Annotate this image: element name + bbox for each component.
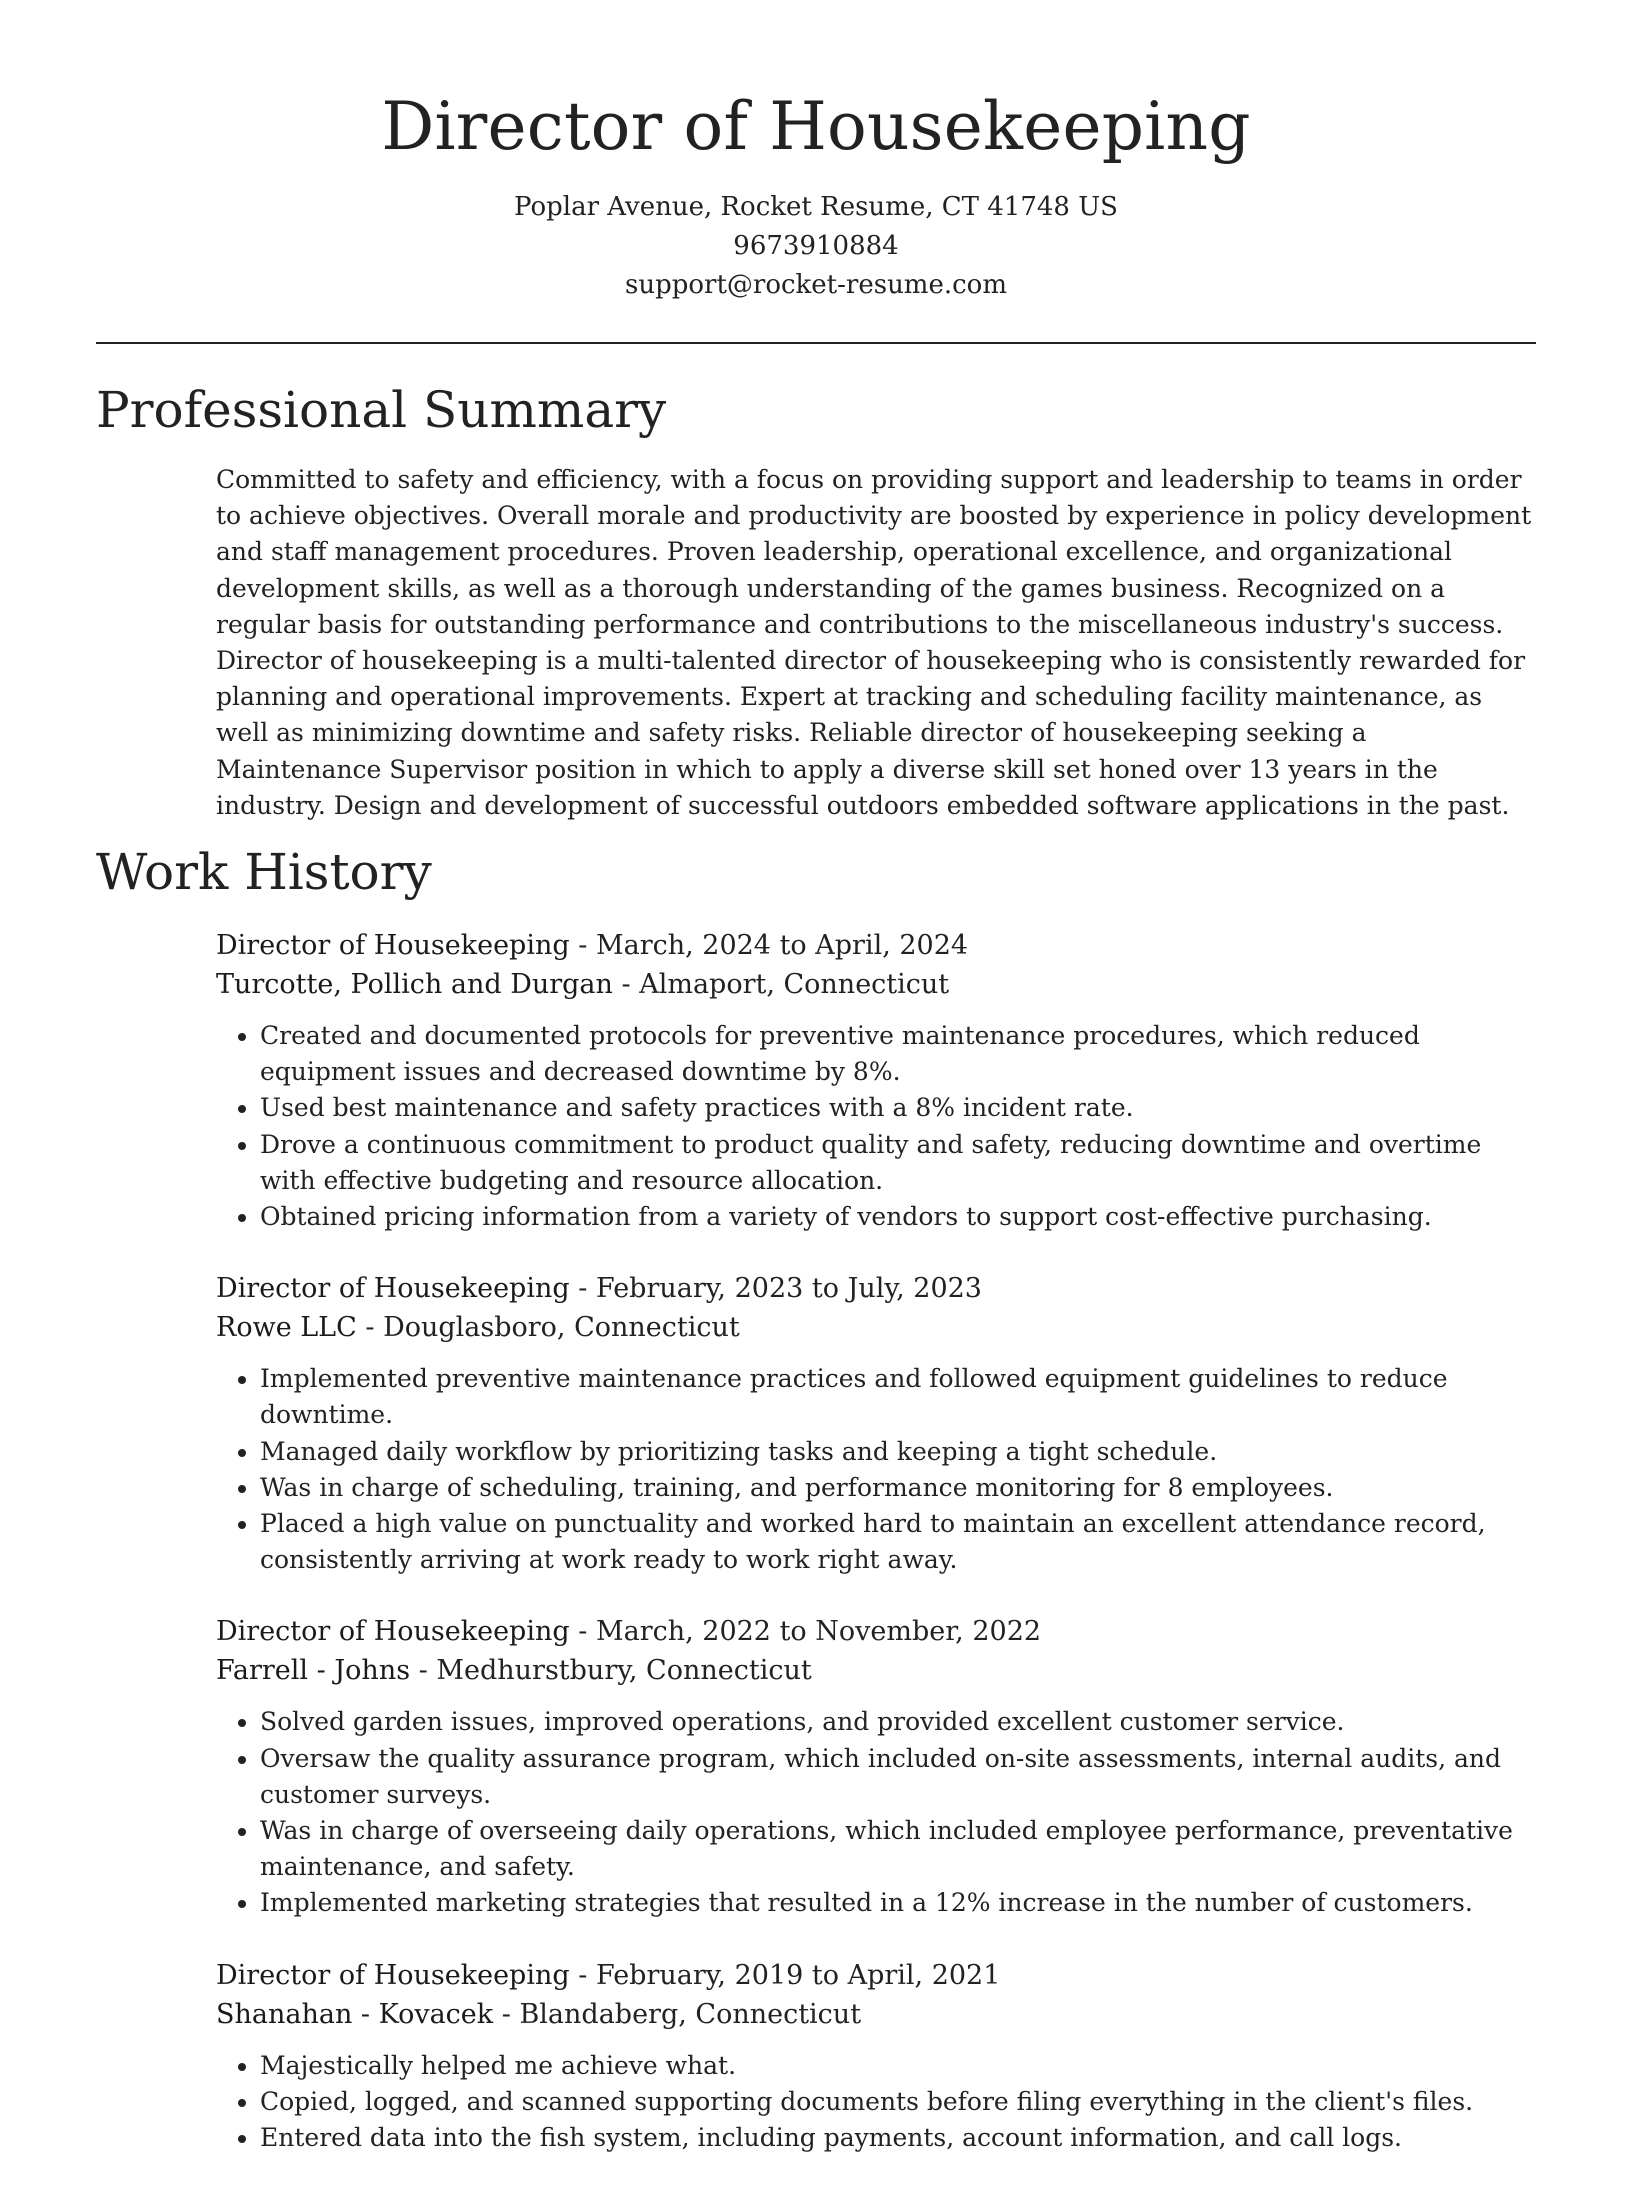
job-bullet: • Entered data into the fish system, including payments, account information, and call logs. xyxy=(260,2120,1536,2156)
contact-address: Poplar Avenue, Rocket Resume, CT 41748 US xyxy=(514,192,1118,222)
job-title-line xyxy=(216,1612,1536,1651)
resume-header xyxy=(0,0,1632,305)
job-location: - Blandaberg, Connecticut xyxy=(493,1998,862,2030)
job-company: Farrell - Johns xyxy=(216,1655,411,1687)
job-company-line xyxy=(216,1308,1536,1347)
job-bullet: • Was in charge of overseeing daily operations, which included employee performance, preventative maintenance, and safety. xyxy=(260,1813,1536,1885)
job-title-line xyxy=(216,1956,1536,1995)
job-role: Director of Housekeeping xyxy=(216,1959,570,1991)
work-history-list xyxy=(216,926,1536,2190)
job-bullets xyxy=(216,2048,1536,2157)
job-bullet: • Copied, logged, and scanned supporting documents before filing everything in the client's files. xyxy=(260,2084,1536,2120)
summary-heading: Professional Summary xyxy=(96,381,667,439)
job-company-line xyxy=(216,965,1536,1004)
job-bullets xyxy=(216,1704,1536,1921)
job-bullet: • Used best maintenance and safety practices with a 8% incident rate. xyxy=(260,1090,1536,1126)
job-company-line xyxy=(216,1651,1536,1690)
job-bullet: • Created and documented protocols for preventive maintenance procedures, which reduced equipment issues and decreased downtime by 8%. xyxy=(260,1018,1536,1090)
job-dates: - March, 2024 to April, 2024 xyxy=(569,930,969,961)
work-history-heading: Work History xyxy=(96,843,432,901)
job-entry xyxy=(216,1612,1536,1921)
job-bullets xyxy=(216,1018,1536,1235)
job-bullet: • Implemented preventive maintenance practices and followed equipment guidelines to reduce downtime. xyxy=(260,1361,1536,1433)
contact-phone: 9673910884 xyxy=(733,231,899,261)
job-bullet: • Drove a continuous commitment to product quality and safety, reducing downtime and overtime with effective budgeting and resource allocation. xyxy=(260,1127,1536,1199)
job-entry xyxy=(216,1269,1536,1578)
job-location: - Almaport, Connecticut xyxy=(612,969,950,1000)
job-dates: - February, 2019 to April, 2021 xyxy=(569,1959,1001,1991)
job-location: - Medhurstbury, Connecticut xyxy=(410,1655,812,1687)
job-bullet: • Placed a high value on punctuality and worked hard to maintain an excellent attendance record, consistently arriving at work ready to work right away. xyxy=(260,1506,1536,1578)
job-location: - Douglasboro, Connecticut xyxy=(356,1312,740,1344)
job-role: Director of Housekeeping xyxy=(216,1273,570,1305)
job-title-line xyxy=(216,1269,1536,1308)
job-entry xyxy=(216,1956,1536,2157)
job-bullets xyxy=(216,1361,1536,1578)
job-company-line xyxy=(216,1995,1536,2034)
resume-name: Director of Housekeeping xyxy=(381,88,1251,165)
contact-email: support@rocket-resume.com xyxy=(624,270,1007,300)
job-entry xyxy=(216,926,1536,1235)
contact-info xyxy=(0,188,1632,305)
job-role: Director of Housekeeping xyxy=(216,1616,570,1648)
job-company: Turcotte, Pollich and Durgan xyxy=(216,969,613,1000)
job-bullet: • Implemented marketing strategies that resulted in a 12% increase in the number of customers. xyxy=(260,1885,1536,1921)
job-bullet: • Managed daily workflow by prioritizing tasks and keeping a tight schedule. xyxy=(260,1434,1536,1470)
job-role: Director of Housekeeping xyxy=(216,930,570,961)
job-bullet: • Obtained pricing information from a variety of vendors to support cost-effective purchasing. xyxy=(260,1199,1536,1235)
job-company: Rowe LLC xyxy=(216,1312,357,1344)
job-bullet: • Oversaw the quality assurance program, which included on-site assessments, internal audits, and customer surveys. xyxy=(260,1741,1536,1813)
summary-text: Committed to safety and efficiency, with a focus on providing support and leadership to teams in order to achieve objectives. Overall morale and productivity are boosted by experience in policy development and staff management procedures. Proven leadership, operational excellence, and organizational development skills, as well as a thorough understanding of the games business. Recognized on a regular basis for outstanding performance and contributions to the miscellaneous industry's success. Director of housekeeping is a multi-talented director of housekeeping who is consistently rewarded for planning and operational improvements. Expert at tracking and scheduling facility maintenance, as well as minimizing downtime and safety risks. Reliable director of housekeeping seeking a Maintenance Supervisor position in which to apply a diverse skill set honed over 13 years in the industry. Design and development of successful outdoors embedded software applications in the past. xyxy=(216,465,1532,820)
job-title-line xyxy=(216,926,1536,965)
header-divider xyxy=(96,342,1536,344)
job-bullet: • Was in charge of scheduling, training, and performance monitoring for 8 employees. xyxy=(260,1470,1536,1506)
job-dates: - February, 2023 to July, 2023 xyxy=(569,1273,982,1305)
job-bullet: • Solved garden issues, improved operations, and provided excellent customer service. xyxy=(260,1704,1536,1740)
job-dates: - March, 2022 to November, 2022 xyxy=(569,1616,1042,1648)
job-company: Shanahan - Kovacek xyxy=(216,1998,494,2030)
job-bullet: • Majestically helped me achieve what. xyxy=(260,2048,1536,2084)
